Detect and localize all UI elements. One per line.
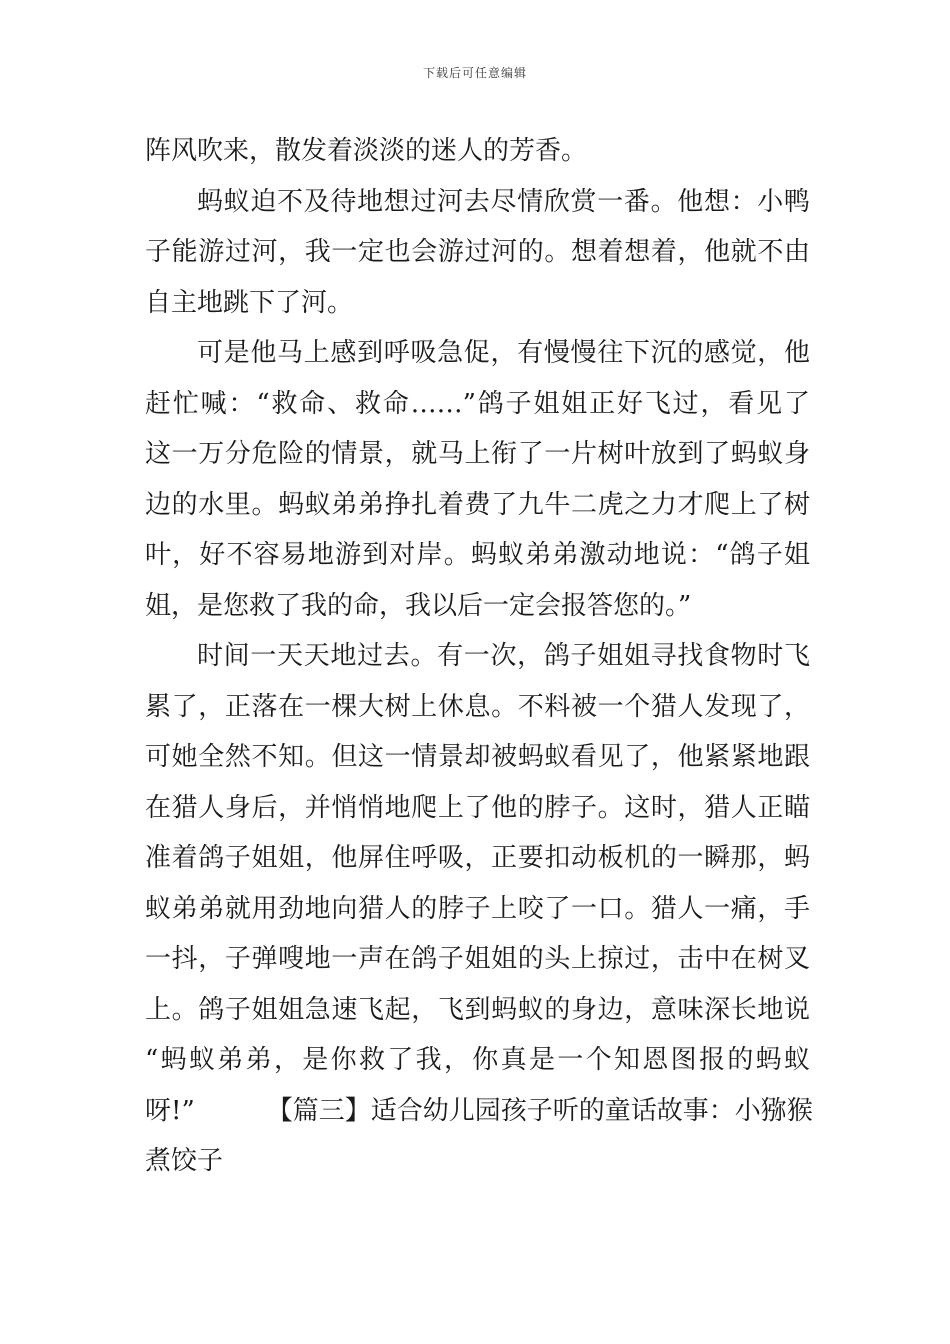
- text-line: 蚁弟弟就用劲地向猎人的脖子上咬了一口。猎人一痛，手: [145, 893, 810, 924]
- text-line: 叶，好不容易地游到对岸。蚂蚁弟弟激动地说：“鸽子姐: [145, 540, 810, 570]
- next-story-title-continued: 煮饺子: [145, 1146, 224, 1176]
- text-line: 准着鸽子姐姐，他屏住呼吸，正要扣动板机的一瞬那，蚂: [145, 843, 810, 873]
- text-line: 累了，正落在一棵大树上休息。不料被一个猎人发现了，: [145, 691, 810, 722]
- text-line: 蚂蚁迫不及待地想过河去尽情欣赏一番。他想：小鸭: [197, 186, 810, 217]
- text-line: 在猎人身后，并悄悄地爬上了他的脖子。这时，猎人正瞄: [145, 792, 810, 823]
- text-line: “蚂蚁弟弟，是你救了我，你真是一个知恩图报的蚂蚁: [145, 1045, 810, 1075]
- text-line: 上。鸽子姐姐急速飞起，飞到蚂蚁的身边，意味深长地说: [145, 994, 810, 1025]
- page-header-note: 下载后可任意编辑: [422, 66, 527, 80]
- closing-line: [145, 1086, 813, 1137]
- text-line: 时间一天天地过去。有一次，鸽子姐姐寻找食物时飞: [197, 641, 810, 671]
- story-end-text: 呀!”: [145, 1095, 195, 1126]
- text-line: 阵风吹来，散发着淡淡的迷人的芳香。: [145, 136, 588, 166]
- document-body: [145, 126, 813, 1187]
- text-line: 边的水里。蚂蚁弟弟挣扎着费了九牛二虎之力才爬上了树: [145, 489, 810, 520]
- next-story-title: 【篇三】适合幼儿园孩子听的童话故事：小猕猴: [266, 1095, 813, 1126]
- text-line: 可是他马上感到呼吸急促，有慢慢往下沉的感觉，他: [197, 338, 810, 368]
- text-line: 一抖，子弹嗖地一声在鸽子姐姐的头上掠过，击中在树叉: [145, 944, 810, 974]
- text-line: 子能游过河，我一定也会游过河的。想着想着，他就不由: [145, 237, 810, 267]
- text-line: 赶忙喊：“救命、救命……”鸽子姐姐正好飞过，看见了: [145, 388, 810, 419]
- text-line: 可她全然不知。但这一情景却被蚂蚁看见了，他紧紧地跟: [145, 742, 810, 772]
- text-line: 自主地跳下了河。: [145, 287, 354, 318]
- text-line: 这一万分危险的情景，就马上衔了一片树叶放到了蚂蚁身: [145, 439, 810, 469]
- text-line: 姐，是您救了我的命，我以后一定会报答您的。”: [145, 590, 692, 621]
